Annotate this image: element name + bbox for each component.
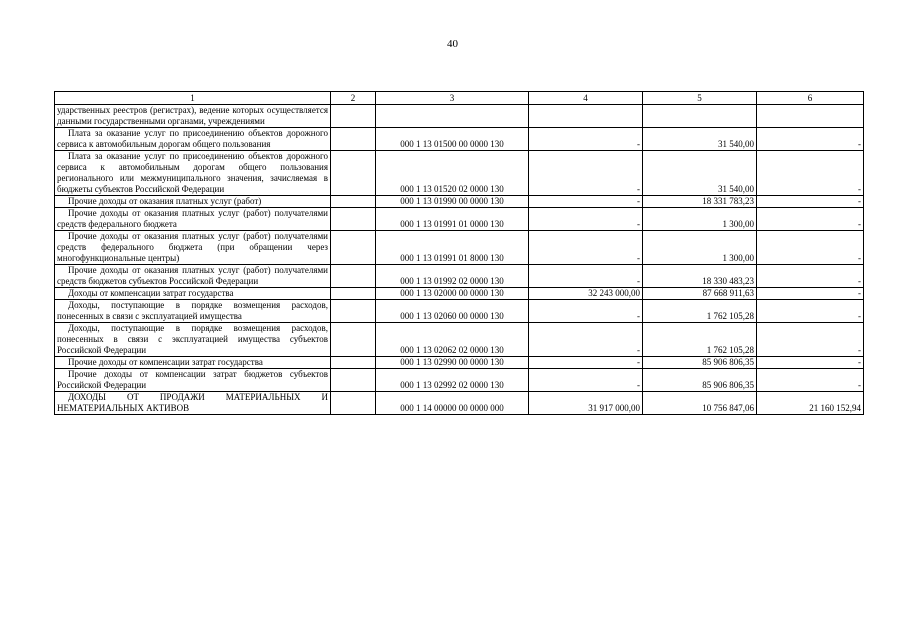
budget-code-cell: 000 1 13 01520 02 0000 130 [376,151,529,196]
column-5-value: 1 762 105,28 [643,300,757,323]
column-6-value: - [757,231,864,265]
revenue-name-cell [55,323,331,357]
column-6-value: - [757,265,864,288]
empty-cell [331,369,376,392]
budget-code-cell: 000 1 13 01991 01 0000 130 [376,208,529,231]
column-6-value: 21 160 152,94 [757,392,864,415]
column-5-value: 18 330 483,23 [643,265,757,288]
table-row [55,151,864,196]
budget-code-cell: 000 1 13 02062 02 0000 130 [376,323,529,357]
table-row [55,357,864,369]
column-5-value: 1 300,00 [643,231,757,265]
budget-code-cell: 000 1 13 01500 00 0000 130 [376,128,529,151]
budget-code-cell: 000 1 13 01991 01 8000 130 [376,231,529,265]
table-row [55,323,864,357]
revenue-name-text: Доходы, поступающие в порядке возмещения расходов, понесенных в связи с эксплуатацией имущества [57,300,328,321]
column-4-value: - [529,231,643,265]
revenue-name-text: Доходы, поступающие в порядке возмещения расходов, понесенных в связи с эксплуатацией имущества субъектов Российской Федерации [57,323,328,355]
budget-code-cell: 000 1 13 02000 00 0000 130 [376,288,529,300]
empty-cell [331,208,376,231]
column-4-value: 31 917 000,00 [529,392,643,415]
revenue-name-cell [55,231,331,265]
column-4-value: - [529,369,643,392]
column-5-value: 18 331 783,23 [643,196,757,208]
column-4-value: - [529,300,643,323]
column-6-value: - [757,128,864,151]
table-row [55,300,864,323]
empty-cell [331,392,376,415]
revenue-name-cell [55,265,331,288]
revenue-name-cell [55,105,331,128]
table-body [55,105,864,415]
table-row [55,105,864,128]
revenue-name-cell [55,300,331,323]
revenue-name-text: Прочие доходы от оказания платных услуг (работ) [68,196,262,206]
empty-cell [331,300,376,323]
budget-code-cell: 000 1 13 02060 00 0000 130 [376,300,529,323]
revenue-name-text: Прочие доходы от оказания платных услуг (работ) получателями средств федерального бюджета [57,208,328,229]
column-header: 5 [643,92,757,105]
revenue-name-cell [55,357,331,369]
column-4-value: - [529,323,643,357]
column-6-value: - [757,151,864,196]
column-4-value: - [529,128,643,151]
budget-code-cell: 000 1 14 00000 00 0000 000 [376,392,529,415]
empty-cell [331,288,376,300]
table-row [55,196,864,208]
column-5-value: 31 540,00 [643,128,757,151]
revenue-name-text: Прочие доходы от компенсации затрат бюджетов субъектов Российской Федерации [57,369,328,390]
budget-revenue-table [54,91,864,415]
page-number: 40 [447,38,458,50]
column-header: 4 [529,92,643,105]
column-6-value: - [757,208,864,231]
revenue-name-cell [55,369,331,392]
column-5-value: 10 756 847,06 [643,392,757,415]
column-5-value: 31 540,00 [643,151,757,196]
empty-cell [331,265,376,288]
column-4-value [529,105,643,128]
revenue-name-cell [55,288,331,300]
revenue-name-text: ДОХОДЫ ОТ ПРОДАЖИ МАТЕРИАЛЬНЫХ И НЕМАТЕРИАЛЬНЫХ АКТИВОВ [57,392,328,413]
table-row [55,231,864,265]
table-row [55,288,864,300]
revenue-name-cell [55,392,331,415]
budget-code-cell [376,105,529,128]
table-row [55,392,864,415]
column-header: 1 [55,92,331,105]
column-4-value: - [529,196,643,208]
table-header-row [55,92,864,105]
column-4-value: - [529,208,643,231]
revenue-name-cell [55,196,331,208]
revenue-name-text: Прочие доходы от оказания платных услуг (работ) получателями средств бюджетов субъектов Российской Федерации [57,265,328,286]
column-header: 6 [757,92,864,105]
empty-cell [331,323,376,357]
column-6-value [757,105,864,128]
revenue-name-cell [55,151,331,196]
empty-cell [331,105,376,128]
budget-code-cell: 000 1 13 02990 00 0000 130 [376,357,529,369]
table-row [55,369,864,392]
table-row [55,265,864,288]
column-4-value: - [529,151,643,196]
revenue-name-text: Плата за оказание услуг по присоединению объектов дорожного сервиса к автомобильным дорогам общего пользования [57,128,328,149]
column-6-value: - [757,196,864,208]
column-5-value: 85 906 806,35 [643,357,757,369]
empty-cell [331,357,376,369]
column-6-value: - [757,369,864,392]
revenue-name-text: Плата за оказание услуг по присоединению объектов дорожного сервиса к автомобильным дорогам общего пользования регионального или межмуниципального значения, зачисляемая в бюджеты субъектов Российской Федерации [57,151,328,194]
column-5-value: 87 668 911,63 [643,288,757,300]
revenue-name-text: Прочие доходы от оказания платных услуг (работ) получателями средств федерального бюджета (при обращении через многофункциональные центры) [57,231,328,263]
column-5-value: 1 762 105,28 [643,323,757,357]
empty-cell [331,128,376,151]
revenue-name-text: Прочие доходы от компенсации затрат государства [68,357,263,367]
empty-cell [331,231,376,265]
table-row [55,208,864,231]
empty-cell [331,151,376,196]
column-6-value: - [757,288,864,300]
revenue-name-text: ударственных реестров (регистрах), ведение которых осуществляется данными государственными органами, учреждениями [57,105,328,126]
column-header: 2 [331,92,376,105]
column-5-value: 1 300,00 [643,208,757,231]
budget-code-cell: 000 1 13 01992 02 0000 130 [376,265,529,288]
column-4-value: - [529,265,643,288]
column-5-value: 85 906 806,35 [643,369,757,392]
budget-code-cell: 000 1 13 01990 00 0000 130 [376,196,529,208]
column-6-value: - [757,300,864,323]
column-4-value: 32 243 000,00 [529,288,643,300]
budget-code-cell: 000 1 13 02992 02 0000 130 [376,369,529,392]
column-5-value [643,105,757,128]
column-6-value: - [757,357,864,369]
revenue-name-cell [55,128,331,151]
table-row [55,128,864,151]
column-header: 3 [376,92,529,105]
empty-cell [331,196,376,208]
revenue-name-text: Доходы от компенсации затрат государства [68,288,234,298]
column-4-value: - [529,357,643,369]
revenue-name-cell [55,208,331,231]
column-6-value: - [757,323,864,357]
